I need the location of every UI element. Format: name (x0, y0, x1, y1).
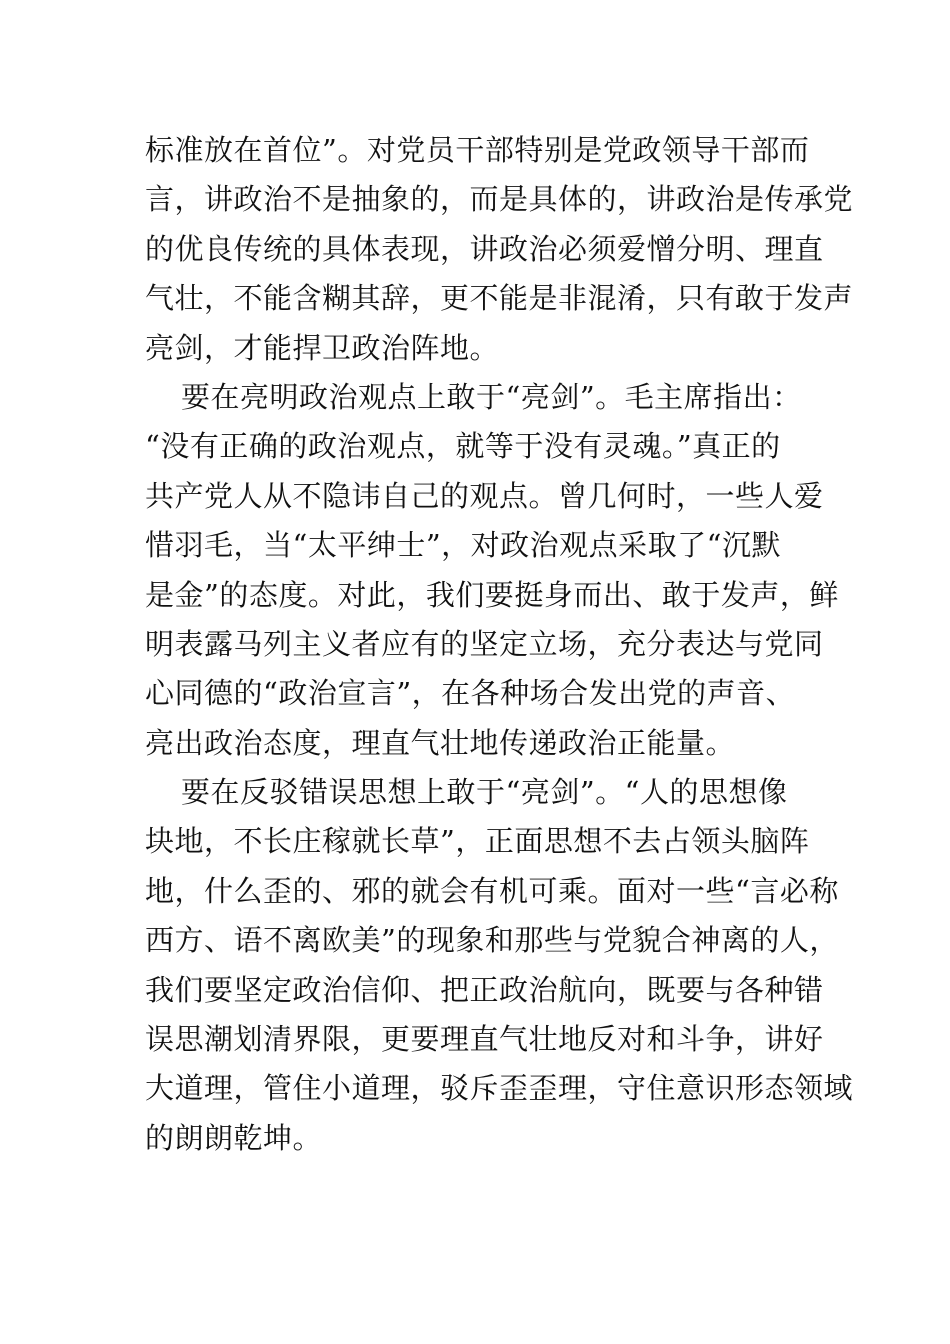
text-line: 言，讲政治不是抽象的，而是具体的，讲政治是传承党 (145, 182, 854, 217)
text-line: “没有正确的政治观点，就等于没有灵魂。”真正的 (145, 429, 781, 464)
text-line: 误思潮划清界限，更要理直气壮地反对和斗争，讲好 (145, 1022, 824, 1057)
text-line: 心同德的“政治宣言”，在各种场合发出党的声音、 (145, 676, 796, 711)
text-line: 块地，不长庄稼就长草”，正面思想不去占领头脑阵 (145, 824, 810, 859)
text-line: 的优良传统的具体表现，讲政治必须爱憎分明、理直 (145, 231, 824, 266)
text-line: 明表露马列主义者应有的坚定立场，充分表达与党同 (145, 626, 824, 661)
text-line: 是金”的态度。对此，我们要挺身而出、敢于发声，鲜 (145, 577, 839, 612)
text-line: 地，什么歪的、邪的就会有机可乘。面对一些“言必称 (145, 873, 839, 908)
text-line: 亮出政治态度，理直气壮地传递政治正能量。 (145, 725, 736, 760)
body-text (145, 126, 854, 1163)
text-line: 惜羽毛，当“太平绅士”，对政治观点采取了“沉默 (145, 528, 781, 563)
text-line: 西方、语不离欧美”的现象和那些与党貌合神离的人， (145, 923, 839, 958)
text-line: 亮剑，才能捍卫政治阵地。 (145, 330, 500, 365)
text-line-paragraph-start: 要在亮明政治观点上敢于“亮剑”。毛主席指出： (181, 379, 802, 414)
text-line: 的朗朗乾坤。 (145, 1120, 323, 1155)
text-line: 标准放在首位”。对党员干部特别是党政领导干部而 (145, 133, 810, 167)
text-line: 我们要坚定政治信仰、把正政治航向，既要与各种错 (145, 972, 824, 1007)
text-line-paragraph-start: 要在反驳错误思想上敢于“亮剑”。“人的思想像 (181, 775, 788, 810)
text-line: 大道理，管住小道理，驳斥歪歪理，守住意识形态领域 (145, 1071, 854, 1106)
text-line: 共产党人从不隐讳自己的观点。曾几何时，一些人爱 (145, 478, 824, 513)
text-line: 气壮，不能含糊其辞，更不能是非混淆，只有敢于发声 (145, 281, 854, 316)
